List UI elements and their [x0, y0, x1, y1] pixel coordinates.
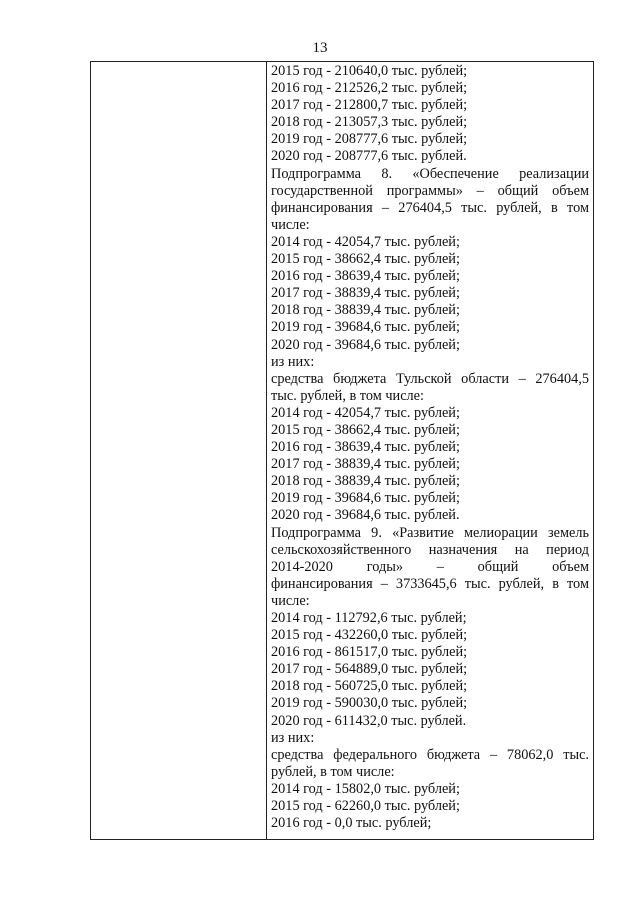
- text-line: Подпрограмма 9. «Развитие мелиорации земель: [271, 524, 589, 541]
- text-line: 2014 год - 112792,6 тыс. рублей;: [271, 610, 467, 626]
- text-line: финансирования – 276404,5 тыс. рублей, в том: [271, 199, 589, 216]
- text-line: рублей, в том числе:: [271, 763, 395, 780]
- text-line: Подпрограмма 8. «Обеспечение реализации: [271, 165, 589, 182]
- text-line: средства бюджета Тульской области – 276404,5: [271, 370, 589, 387]
- text-line: финансирования – 3733645,6 тыс. рублей, в том: [271, 575, 589, 592]
- text-line: 2019 год - 590030,0 тыс. рублей;: [271, 695, 468, 712]
- text-line: сельскохозяйственного назначения на период: [271, 541, 589, 558]
- text-line: 2019 год - 39684,6 тыс. рублей;: [271, 319, 460, 336]
- text-line: 2018 год - 38839,4 тыс. рублей;: [271, 302, 460, 319]
- text-line: 2020 год - 39684,6 тыс. рублей.: [271, 507, 460, 524]
- page-number: 13: [312, 40, 328, 56]
- text-line: 2015 год - 38662,4 тыс. рублей;: [271, 421, 460, 438]
- financing-text-cell: [271, 63, 589, 832]
- text-line: государственной программы» – общий объем: [271, 182, 589, 199]
- text-line: тыс. рублей, в том числе:: [271, 387, 424, 404]
- text-line: 2014 год - 42054,7 тыс. рублей;: [271, 233, 460, 250]
- text-line: 2017 год - 212800,7 тыс. рублей;: [271, 97, 468, 114]
- text-line: 2019 год - 39684,6 тыс. рублей;: [271, 490, 460, 507]
- text-line: 2014 год - 15802,0 тыс. рублей;: [271, 780, 460, 797]
- text-line: 2020 год - 611432,0 тыс. рублей.: [271, 712, 467, 729]
- text-line: 2014 год - 42054,7 тыс. рублей;: [271, 404, 460, 421]
- text-line: числе:: [271, 216, 310, 233]
- text-line: из них:: [271, 729, 315, 746]
- text-line: 2016 год - 38639,4 тыс. рублей;: [271, 439, 460, 456]
- text-line: 2017 год - 38839,4 тыс. рублей;: [271, 456, 460, 473]
- text-line: 2018 год - 560725,0 тыс. рублей;: [271, 678, 468, 695]
- text-line: 2015 год - 432260,0 тыс. рублей;: [271, 627, 468, 644]
- text-line: 2020 год - 208777,6 тыс. рублей.: [271, 148, 467, 165]
- text-line: числе:: [271, 592, 310, 609]
- text-line: 2018 год - 38839,4 тыс. рублей;: [271, 473, 460, 490]
- text-line: 2015 год - 38662,4 тыс. рублей;: [271, 251, 460, 268]
- text-line: средства федерального бюджета – 78062,0 тыс.: [271, 746, 589, 763]
- text-line: 2016 год - 861517,0 тыс. рублей;: [271, 644, 468, 661]
- text-line: 2019 год - 208777,6 тыс. рублей;: [271, 131, 468, 148]
- text-line: 2015 год - 210640,0 тыс. рублей;: [271, 63, 468, 79]
- text-line: 2015 год - 62260,0 тыс. рублей;: [271, 798, 460, 815]
- text-line: 2020 год - 39684,6 тыс. рублей;: [271, 336, 460, 353]
- text-line: 2017 год - 564889,0 тыс. рублей;: [271, 661, 468, 678]
- content-table: [90, 61, 594, 840]
- text-line: 2017 год - 38839,4 тыс. рублей;: [271, 285, 460, 302]
- text-line: 2014-2020 годы» – общий объем: [271, 558, 589, 575]
- text-line: 2016 год - 0,0 тыс. рублей;: [271, 815, 432, 832]
- text-line: 2018 год - 213057,3 тыс. рублей;: [271, 114, 468, 131]
- text-line: 2016 год - 38639,4 тыс. рублей;: [271, 268, 460, 285]
- text-line: из них:: [271, 353, 315, 370]
- text-line: 2016 год - 212526,2 тыс. рублей;: [271, 80, 468, 97]
- column-divider: [266, 62, 267, 839]
